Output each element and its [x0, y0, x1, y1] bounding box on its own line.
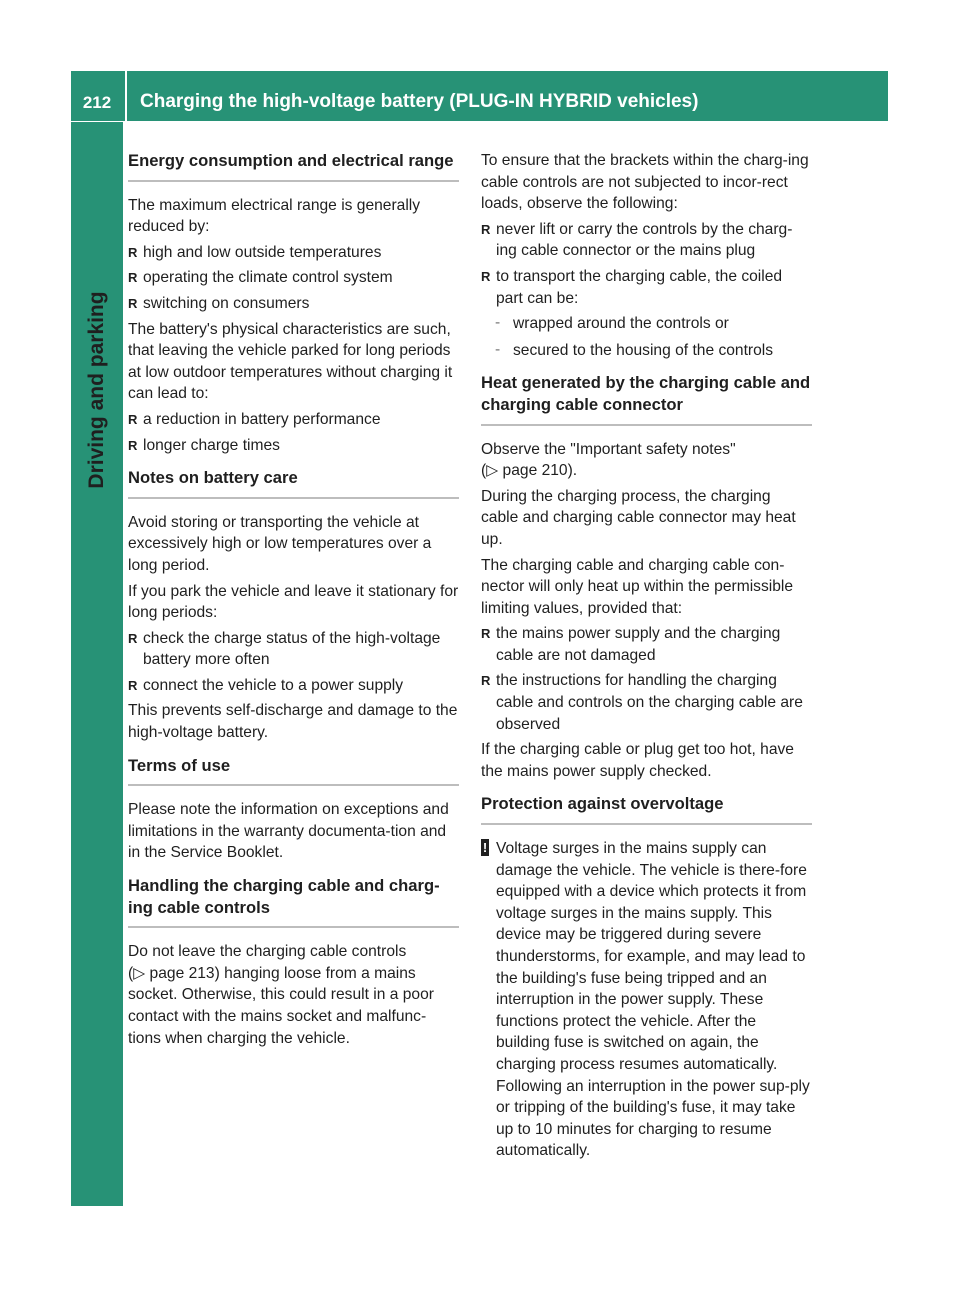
bullet-marker: R	[128, 270, 138, 286]
paragraph: This prevents self-discharge and damage to the high-voltage battery.	[128, 702, 458, 742]
paragraph: To ensure that the brackets within the charg-ing cable controls are not subjected to incor-rect loads, observe the following:	[481, 152, 809, 213]
heading-rule	[128, 180, 459, 182]
paragraph: Do not leave the charging cable controls (▷ page 213) hanging loose from a mains socket. Otherwise, this could result in a poor contact with the mains socket and malfunc-tions when charging the vehicle.	[128, 943, 434, 1047]
bullet-marker: R	[481, 673, 491, 689]
heading-terms-of-use: Terms of use	[128, 755, 231, 775]
bullet-item: R never lift or carry the controls by the charg-ing cable connector or the mains plug	[481, 220, 793, 260]
dash-marker: -	[495, 314, 501, 332]
bullet-marker: R	[128, 244, 138, 260]
paragraph: During the charging process, the charging cable and charging cable connector may heat up.	[481, 487, 796, 548]
left-column	[128, 150, 459, 1053]
section-label: Driving and parking	[85, 291, 108, 489]
bullet-item: R check the charge status of the high-voltage battery more often	[128, 629, 441, 669]
warning-note: ! Voltage surges in the mains supply can damage the vehicle. The vehicle is there-fore equipped with a device which protects it from voltage surges in the mains supply. This device may be triggered during severe thunderstorms, for example, and may lead to the building's fuse being tripped and an interruption in the power supply. These functions protect the vehicle. After the building fuse is switched on again, the charging process resumes automatically. Following an interruption in the power sup-ply or tripping of the building's fuse, it may take up to 10 minutes for charging to resume automatically.	[482, 840, 810, 1160]
page-reference-link[interactable]: page 210	[502, 462, 568, 480]
bullet-marker: R	[128, 677, 138, 693]
paragraph: The maximum electrical range is generally reduced by:	[128, 196, 421, 236]
bullet-item: R longer charge times	[128, 435, 459, 457]
side-tab	[71, 122, 123, 1206]
heading-handling-cable: Handling the charging cable and charg-ing cable controls	[128, 876, 440, 917]
header-divider	[125, 71, 127, 121]
paragraph: Avoid storing or transporting the vehicle at excessively high or low temperatures over a long period.	[128, 513, 432, 574]
paragraph: If you park the vehicle and leave it stationary for long periods:	[128, 582, 459, 622]
dash-marker: -	[495, 340, 501, 358]
paragraph: The charging cable and charging cable con-nector will only heat up within the permissible limiting values, provided that:	[481, 556, 794, 617]
chapter-title: Charging the high-voltage battery (PLUG-IN HYBRID vehicles)	[140, 91, 699, 112]
bullet-marker: R	[128, 411, 138, 427]
paragraph: If the charging cable or plug get too hot, have the mains power supply checked.	[481, 741, 794, 780]
bullet-item: R the mains power supply and the charging cable are not damaged	[481, 625, 781, 664]
paragraph: The battery's physical characteristics are such, that leaving the vehicle parked for long periods at low outdoor temperatures without charging it can lead to:	[128, 320, 453, 403]
bullet-item: R the instructions for handling the charging cable and controls on the charging cable are observed	[481, 672, 803, 733]
heading-rule	[128, 784, 459, 786]
paragraph: Observe the "Important safety notes" (▷ page 210).	[481, 440, 736, 480]
heading-battery-care: Notes on battery care	[128, 468, 298, 488]
heading-energy-consumption: Energy consumption and electrical range	[128, 151, 454, 170]
bullet-item: R connect the vehicle to a power supply	[128, 675, 459, 697]
bullet-marker: R	[481, 221, 491, 237]
bullet-marker: R	[128, 630, 138, 646]
bullet-item: R to transport the charging cable, the coiled part can be:	[481, 267, 783, 307]
bullet-item: R operating the climate control system	[128, 267, 459, 289]
heading-heat-generated: Heat generated by the charging cable and charging cable connector	[481, 373, 811, 414]
bullet-marker: R	[481, 626, 491, 642]
heading-rule	[128, 497, 459, 499]
dash-item: - wrapped around the controls or	[495, 314, 729, 333]
right-column	[481, 150, 812, 1166]
heading-rule	[128, 926, 459, 928]
heading-overvoltage: Protection against overvoltage	[481, 794, 724, 814]
bullet-item: R high and low outside temperatures	[128, 242, 459, 264]
bullet-marker: R	[128, 295, 138, 311]
heading-rule	[481, 424, 812, 426]
bullet-item: R a reduction in battery performance	[128, 409, 459, 431]
heading-rule	[481, 823, 812, 825]
bullet-marker: R	[128, 437, 138, 453]
page-reference-link[interactable]: page 213	[149, 964, 215, 982]
warning-icon: !	[482, 840, 488, 856]
dash-item: - secured to the housing of the controls	[495, 340, 774, 359]
page-ref-arrow-icon: ▷	[133, 964, 146, 982]
bullet-item: R switching on consumers	[128, 293, 459, 315]
page-number: 212	[82, 93, 112, 112]
paragraph: Please note the information on exceptions and limitations in the warranty documenta-tion and in the Service Booklet.	[128, 801, 449, 862]
bullet-marker: R	[481, 268, 491, 284]
page-ref-arrow-icon: ▷	[486, 462, 499, 480]
